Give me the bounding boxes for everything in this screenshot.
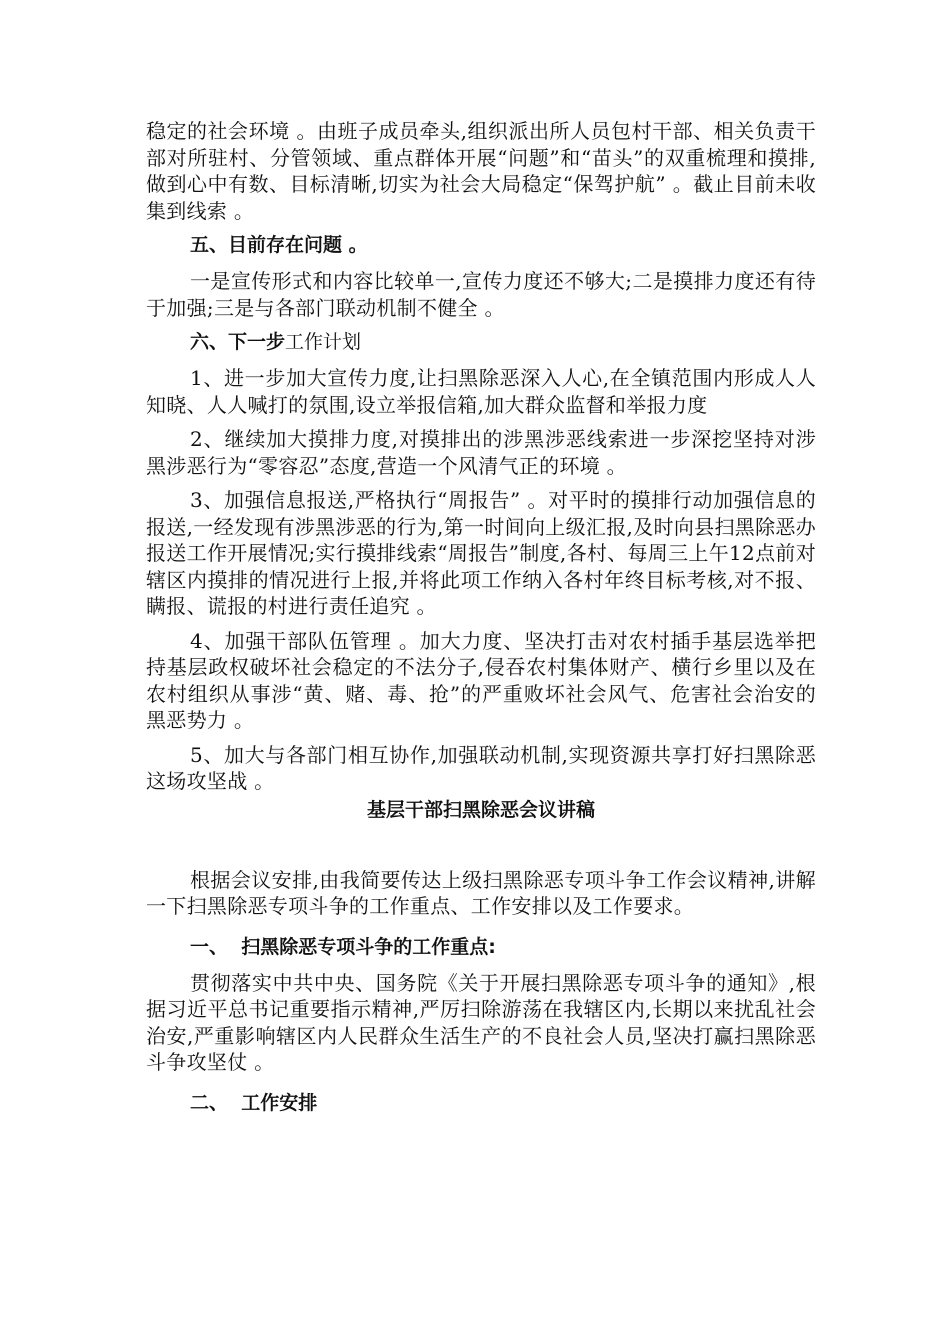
section-6-heading [190,329,816,355]
section-6-heading-rest: 工作计划 [285,331,362,353]
plan-item-5: 5、加大与各部门相互协作,加强联动机制,实现资源共享打好扫黑除恶这场攻坚战 。 [146,742,816,793]
speech-section-1-body: 贯彻落实中共中央、国务院《关于开展扫黑除恶专项斗争的通知》,根据习近平总书记重要指示精神,严厉扫除游荡在我辖区内,长期以来扰乱社会治安,严重影响辖区内人民群众生活生产的不良社会人员,坚决打赢扫黑除恶斗争攻坚仗 。 [146,970,816,1074]
speech-intro: 根据会议安排,由我简要传达上级扫黑除恶专项斗争工作会议精神,讲解一下扫黑除恶专项斗争的工作重点、工作安排以及工作要求。 [146,867,816,918]
intro-paragraph: 稳定的社会环境 。由班子成员牵头,组织派出所人员包村干部、相关负责干部对所驻村、分管领域、重点群体开展“问题”和“苗头”的双重梳理和摸排,做到心中有数、目标清晰,切实为社会大局稳定“保驾护航” 。截止目前未收集到线索 。 [146,119,816,223]
speech-section-2-heading: 二、 工作安排 [190,1091,318,1114]
section-5-body: 一是宣传形式和内容比较单一,宣传力度还不够大;二是摸排力度还有待于加强;三是与各部门联动机制不健全 。 [146,269,816,320]
section-6-heading-bold: 六、下一步 [190,331,286,353]
section-5-heading: 五、目前存在问题 。 [190,234,368,256]
plan-item-2: 2、继续加大摸排力度,对摸排出的涉黑涉恶线索进一步深挖坚持对涉黑涉恶行为“零容忍”态度,营造一个风清气正的环境 。 [146,427,816,478]
document-page [146,118,816,1126]
plan-item-3: 3、加强信息报送,严格执行“周报告” 。对平时的摸排行动加强信息的报送,一经发现有涉黑涉恶的行为,第一时间向上级汇报,及时向县扫黑除恶办报送工作开展情况;实行摸排线索“周报告”制度,各村、每周三上午12点前对辖区内摸排的情况进行上报,并将此项工作纳入各村年终目标考核,对不报、瞒报、谎报的村进行责任追究 。 [146,488,816,618]
speech-title: 基层干部扫黑除恶会议讲稿 [366,798,595,821]
plan-item-4: 4、加强干部队伍管理 。加大力度、坚决打击对农村插手基层选举把持基层政权破坏社会稳定的不法分子,侵吞农村集体财产、横行乡里以及在农村组织从事涉“黄、赌、毒、抢”的严重败坏社会风气、危害社会治安的黑恶势力 。 [146,628,816,732]
plan-item-1: 1、进一步加大宣传力度,让扫黑除恶深入人心,在全镇范围内形成人人知晓、人人喊打的氛围,设立举报信箱,加大群众监督和举报力度 [146,366,816,417]
speech-section-1-heading: 一、 扫黑除恶专项斗争的工作重点: [190,935,496,958]
